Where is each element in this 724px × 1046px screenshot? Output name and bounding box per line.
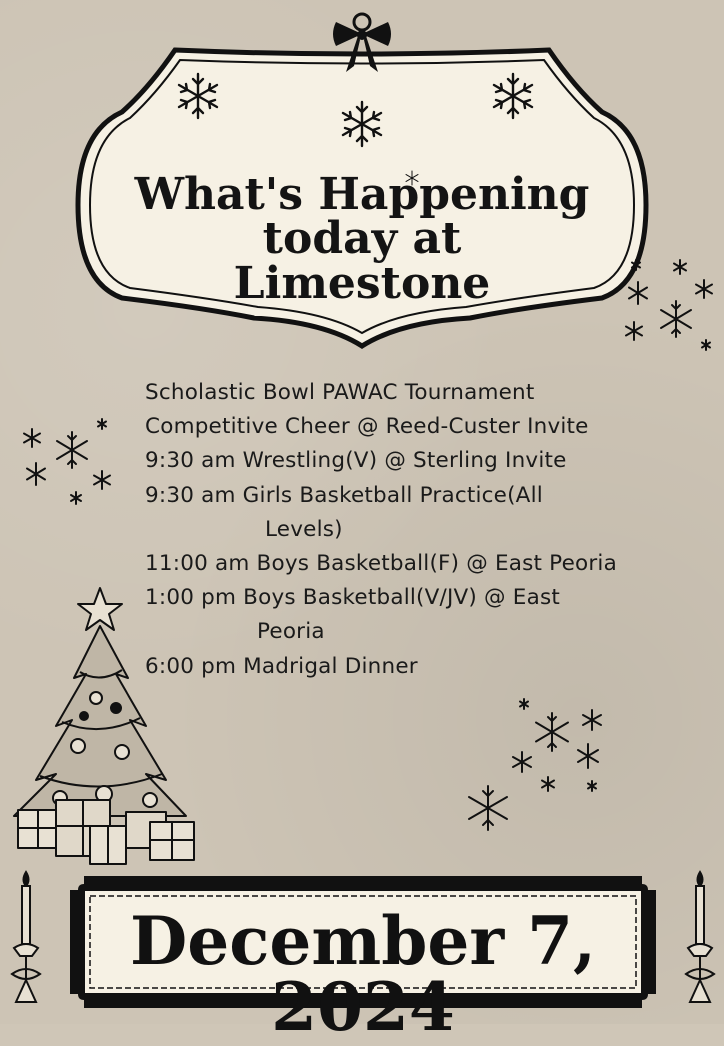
snowflake-cluster-icon [618,255,724,355]
event-schedule [145,376,724,684]
event-item: Competitive Cheer @ Reed-Custer Invite [145,414,589,440]
event-item: 9:30 am Wrestling(V) @ Sterling Invite [145,448,567,474]
event-item-continuation: Levels) [265,516,343,542]
bow-icon [328,8,396,76]
event-item: 1:00 pm Boys Basketball(V/JV) @ East [145,585,560,611]
event-item: 9:30 am Girls Basketball Practice(All [145,482,543,508]
event-date: December 7, 2024 [129,902,597,1046]
candle-icon [6,868,46,1008]
page-title-line2: Limestone [233,258,491,309]
snowflake-cluster-icon [460,696,610,840]
candle-icon [680,868,720,1008]
snowflake-icon [174,72,222,120]
page-title-line1: What's Happening today at [134,169,590,264]
snowflake-cluster-icon [18,416,114,512]
event-item: 6:00 pm Madrigal Dinner [145,653,418,679]
event-item: 11:00 am Boys Basketball(F) @ East Peoria [145,551,617,577]
event-item: Scholastic Bowl PAWAC Tournament [145,380,535,405]
snowflake-icon [489,72,537,120]
event-item-continuation: Peoria [257,619,325,645]
christmas-tree-icon [0,586,200,868]
snowflake-icon [338,100,386,148]
